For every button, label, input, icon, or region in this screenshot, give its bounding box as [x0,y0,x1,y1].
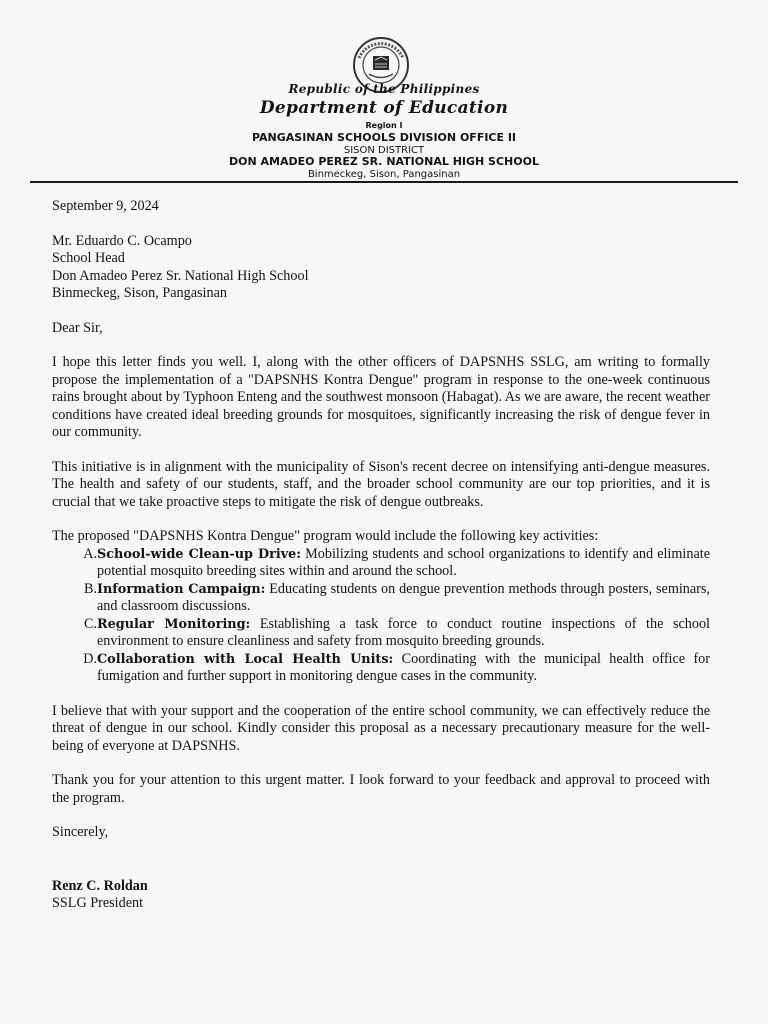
activity-text: Mobilizing students and school organizations to identify and eliminate potential mosquito breeding sites within and around the school. [97,545,710,579]
paragraph-support: I believe that with your support and the cooperation of the entire school community, we can effectively reduce the threat of dengue in our school. Kindly consider this proposal as a necessary precautionary measure for the well-being of everyone at DAPSNHS. [52,702,710,754]
letter-date: September 9, 2024 [52,198,159,214]
paragraph-alignment: This initiative is in alignment with the municipality of Sison's recent decree on intensifying anti-dengue measures. The health and safety of our students, staff, and the broader school community are our top priorities, and it is crucial that we take proactive steps to mitigate the risk of dengue outbreaks. [52,458,710,510]
activity-title: Regular Monitoring: [97,616,251,632]
signatory-title: SSLG President [52,895,144,911]
recipient-name: Mr. Eduardo C. Ocampo [52,232,192,249]
activities-list [52,546,710,686]
activity-text: Establishing a task force to conduct routine inspections of the school environment to ensure cleanliness and safety from mosquito breeding grounds. [97,615,710,649]
activities-intro: The proposed "DAPSNHS Kontra Dengue" program would include the following key activities: [52,528,599,544]
signatory-name: Renz C. Roldan [52,877,148,894]
activity-text: Educating students on dengue prevention methods through posters, seminars, and classroom discussions. [97,580,710,614]
list-item [52,616,710,651]
division-label: PANGASINAN SCHOOLS DIVISION OFFICE II [251,131,517,144]
list-item [52,581,710,616]
region-label: Region I [365,121,403,130]
activity-title: Collaboration with Local Health Units: [97,651,394,667]
salutation: Dear Sir, [52,319,103,336]
list-marker: A. [83,545,97,562]
department-heading: Department of Education [259,98,509,118]
republic-heading: Republic of the Philippines [288,82,480,96]
letter-body [52,198,710,913]
recipient-block [52,233,710,303]
letterhead-divider [30,181,738,183]
activity-text: Coordinating with the municipal health office for fumigation and further support in monitoring dengue cases in the community. [97,650,710,684]
recipient-address: Binmeckeg, Sison, Pangasinan [52,285,227,301]
list-item [52,546,710,581]
recipient-title: School Head [52,250,125,266]
activity-title: School-wide Clean-up Drive: [97,546,301,562]
school-name: DON AMADEO PEREZ SR. NATIONAL HIGH SCHOOL [229,155,539,168]
paragraph-thanks: Thank you for your attention to this urgent matter. I look forward to your feedback and approval to proceed with the program. [52,772,710,806]
activity-title: Information Campaign: [97,581,266,597]
recipient-school: Don Amadeo Perez Sr. National High School [52,267,309,284]
school-address: Binmeckeg, Sison, Pangasinan [307,169,461,180]
closing: Sincerely, [52,824,109,840]
list-marker: C. [83,615,97,632]
district-label: SISON DISTRICT [343,145,425,156]
list-marker: D. [83,650,97,667]
paragraph-intro: I hope this letter finds you well. I, along with the other officers of DAPSNHS SSLG, am writing to formally propose the implementation of a "DAPSNHS Kontra Dengue" program in response to the one-week continuous rains brought about by Typhoon Enteng and the southwest monsoon (Habagat). As we are aware, the recent weather conditions have created ideal breeding grounds for mosquitoes, significantly increasing the risk of dengue fever in our community. [52,354,710,440]
list-marker: B. [83,580,97,597]
list-item [52,651,710,686]
